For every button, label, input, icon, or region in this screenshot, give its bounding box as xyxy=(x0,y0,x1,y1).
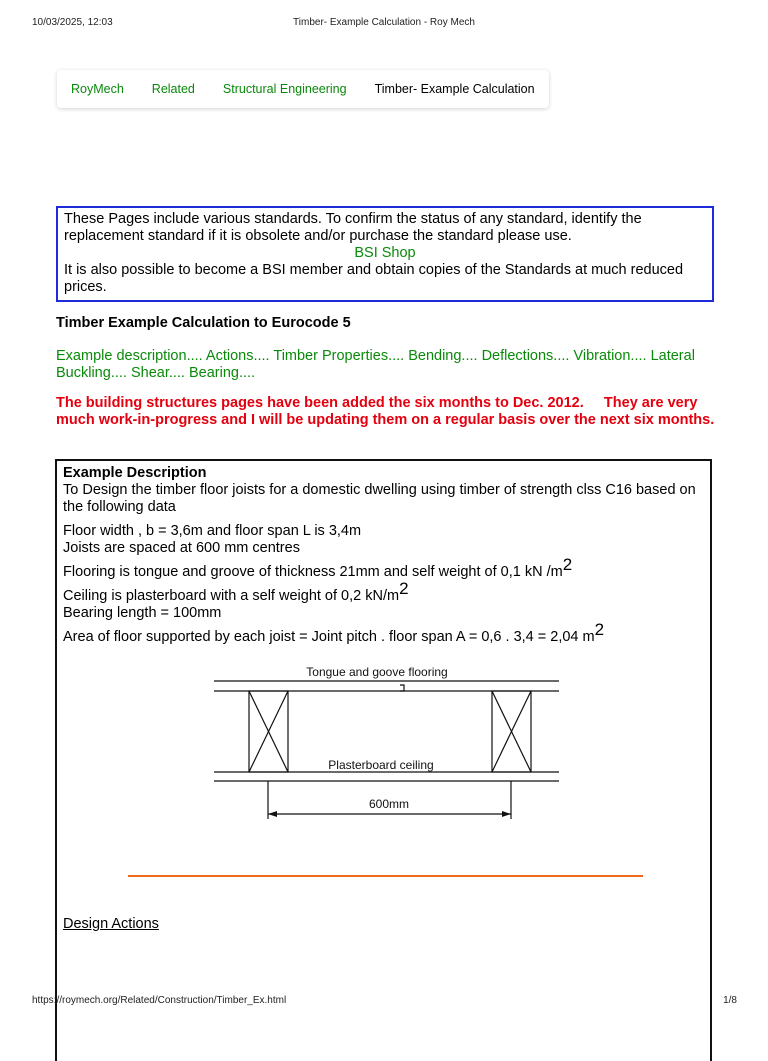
breadcrumb-related[interactable]: Related xyxy=(151,82,195,96)
link-lateral-buckling[interactable]: Lateral Buckling.... xyxy=(56,348,695,381)
breadcrumb-structural-engineering[interactable]: Structural Engineering xyxy=(222,82,347,96)
ceiling-data xyxy=(63,579,703,605)
notice-text: These Pages include various standards. To confirm the status of any standard, identify the replacement standard if it is obsolete and/or purchase the standard please use. xyxy=(64,211,642,244)
page-heading: Timber Example Calculation to Eurocode 5 xyxy=(56,315,351,331)
link-bearing[interactable]: Bearing.... xyxy=(189,365,256,381)
example-description-box xyxy=(55,459,712,1061)
breadcrumb-roymech[interactable]: RoyMech xyxy=(71,82,124,96)
standards-notice xyxy=(56,206,714,302)
flooring-sup: 2 xyxy=(562,555,573,574)
breadcrumb-current-page: Timber- Example Calculation xyxy=(374,82,535,96)
link-deflections[interactable]: Deflections.... xyxy=(481,348,570,364)
joist-diagram xyxy=(57,661,707,841)
link-bending[interactable]: Bending.... xyxy=(408,348,478,364)
flooring-data xyxy=(63,555,703,581)
flooring-label: Tongue and goove flooring xyxy=(306,665,448,679)
area-text: Area of floor supported by each joist = Joint pitch . floor span A = 0,6 . 3,4 = 2,04 m xyxy=(63,629,595,645)
print-url: https://roymech.org/Related/Construction/Timber_Ex.html xyxy=(32,995,287,1006)
link-example-description[interactable]: Example description.... xyxy=(56,348,203,364)
floor-area xyxy=(63,620,703,646)
print-datetime: 10/03/2025, 12:03 xyxy=(32,17,113,28)
bearing-length: Bearing length = 100mm xyxy=(63,605,222,621)
tongue-groove-mark xyxy=(400,685,404,691)
print-page-title: Timber- Example Calculation - Roy Mech xyxy=(293,17,475,28)
link-actions[interactable]: Actions.... xyxy=(205,348,270,364)
spacing-dimension-label: 600mm xyxy=(368,797,410,811)
design-actions-heading: Design Actions xyxy=(63,916,159,932)
notice-membership-text: It is also possible to become a BSI member and obtain copies of the Standards at much reduced prices. xyxy=(64,262,684,295)
bsi-shop-link[interactable]: BSI Shop xyxy=(354,245,416,261)
print-page-number: 1/8 xyxy=(723,995,737,1006)
link-timber-properties[interactable]: Timber Properties.... xyxy=(273,348,405,364)
link-vibration[interactable]: Vibration.... xyxy=(573,348,647,364)
ceiling-label: Plasterboard ceiling xyxy=(328,758,434,772)
section-links xyxy=(56,348,716,382)
area-sup: 2 xyxy=(594,620,605,639)
ceiling-sup: 2 xyxy=(399,579,409,598)
ceiling-text: Ceiling is plasterboard with a self weight of 0,2 kN/m xyxy=(63,588,400,604)
work-in-progress-warning: The building structures pages have been added the six months to Dec. 2012. They are very much work-in-progress and I will be updating them on a regular basis over the next six months. xyxy=(56,395,715,428)
floor-dimensions: Floor width , b = 3,6m and floor span L is 3,4m xyxy=(63,523,362,539)
link-shear[interactable]: Shear.... xyxy=(130,365,185,381)
example-title: Example Description xyxy=(63,465,207,481)
section-divider xyxy=(128,875,643,877)
breadcrumb xyxy=(57,70,549,108)
example-intro: To Design the timber floor joists for a domestic dwelling using timber of strength clss C16 based on the following data xyxy=(63,482,696,515)
flooring-text: Flooring is tongue and groove of thickness 21mm and self weight of 0,1 kN /m xyxy=(63,564,563,580)
joist-spacing: Joists are spaced at 600 mm centres xyxy=(63,540,300,556)
